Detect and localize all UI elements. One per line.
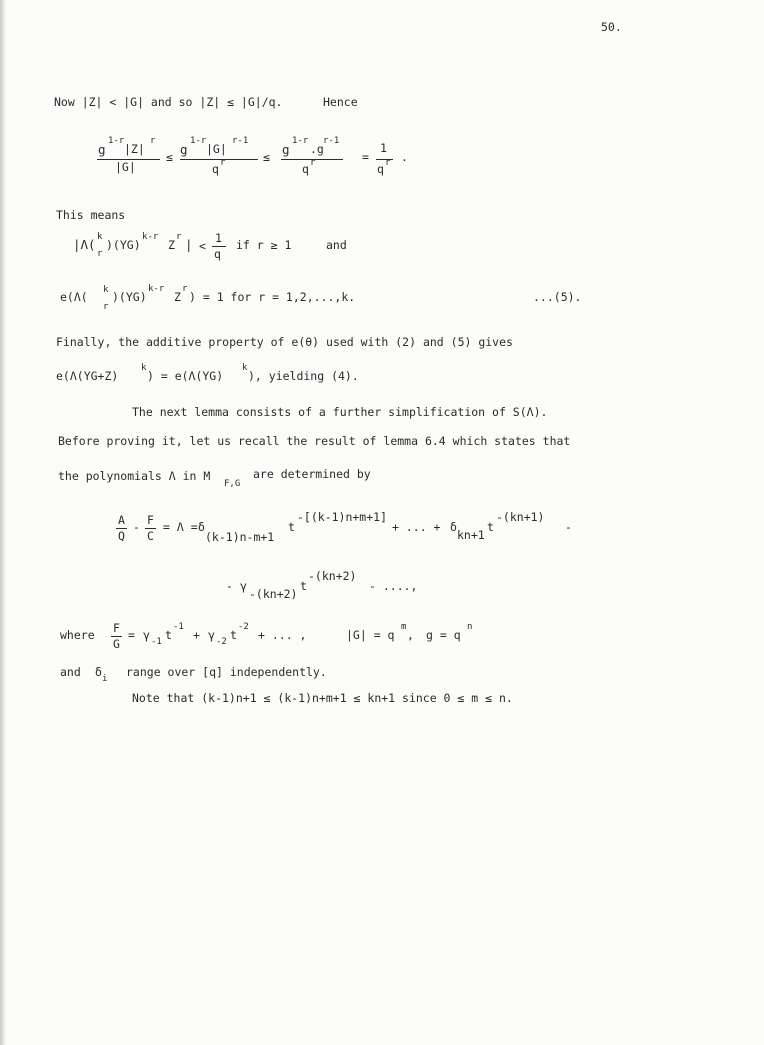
- where-t2-exp: -2: [238, 622, 249, 632]
- eq1-rel3: =: [362, 150, 369, 164]
- eq4-fracA-num: A: [118, 513, 125, 527]
- range-sub: i: [102, 674, 108, 684]
- eq3-exp: k-r: [148, 284, 165, 294]
- eq4-t2-exp: -(kn+1): [496, 510, 545, 524]
- eq4-t1: t: [288, 520, 295, 534]
- where-gamma2-sub: -2: [216, 637, 227, 647]
- scan-edge: [0, 0, 6, 1045]
- eq2-lhs-open: |Λ(: [73, 237, 96, 252]
- eq1-num4: 1: [380, 141, 387, 155]
- eq1-num2-tail-exp: r-1: [232, 136, 249, 146]
- eq1-num1-exp: 1-r: [108, 136, 125, 146]
- eq1-den3-exp: r: [310, 158, 316, 168]
- eq1-num2-exp: 1-r: [190, 136, 207, 146]
- eq2-condition: if r ≥ 1: [236, 238, 292, 252]
- eq4-delta1: δ: [198, 520, 205, 534]
- where-G-exp: m: [401, 622, 407, 632]
- where-G: |G| = q: [346, 628, 395, 642]
- where-t1: t: [165, 628, 172, 642]
- para-line-3-b: are determined by: [253, 467, 371, 481]
- eq4-delta2-sub: kn+1: [457, 528, 485, 542]
- eq1-num3-base: g: [282, 142, 290, 157]
- eq2-lhs-exp: k-r: [142, 232, 159, 242]
- range-delta: δ: [95, 665, 102, 679]
- line-now: Now |Z| < |G| and so |Z| ≤ |G|/q.: [54, 95, 283, 109]
- finally-line-2-b: ) = e(Λ(YG): [147, 369, 224, 383]
- eq1-num3-mid: .g: [310, 142, 324, 156]
- eq2-binom-top: k: [97, 232, 103, 242]
- eq1-rel2: ≤: [263, 150, 270, 164]
- finally-line-2-c: ), yielding (4).: [248, 369, 359, 383]
- page-number: 50.: [601, 20, 622, 34]
- eq1-rel1: ≤: [166, 150, 173, 164]
- eq1-fraction-bar-2: [180, 159, 258, 160]
- eq2-lhs-mid: )(YG): [106, 238, 141, 252]
- eq3-close: ) = 1 for r = 1,2,...,k.: [189, 290, 356, 304]
- where-eq: =: [128, 628, 135, 642]
- eq2-and: and: [326, 238, 347, 252]
- eq5-t-exp: -(kn+2): [308, 569, 357, 583]
- eq2-lhs-close: |: [185, 237, 193, 252]
- where-comma: ,: [407, 628, 414, 642]
- eq4-fracF-num: F: [147, 513, 154, 527]
- finally-line-2-a: e(Λ(YG+Z): [56, 369, 119, 383]
- eq1-num1-tail-exp: r: [150, 136, 156, 146]
- eq1-end: .: [401, 150, 408, 164]
- eq3-z: Z: [174, 290, 181, 304]
- eq1-num3-mid-exp: r-1: [323, 136, 340, 146]
- where-plus: +: [193, 628, 200, 642]
- eq2-lhs-z-exp: r: [176, 232, 182, 242]
- eq4-fracA-den: Q: [118, 529, 125, 543]
- eq5-t: t: [300, 579, 307, 593]
- eq2-frac-den: q: [214, 247, 221, 261]
- eq4-delta2: δ: [450, 520, 457, 534]
- eq4-fracF-den: C: [147, 529, 154, 543]
- eq1-den4-exp: r: [385, 158, 391, 168]
- eq1-num1-tail: |Z|: [124, 142, 145, 156]
- eq2-lhs-z: Z: [168, 238, 175, 252]
- eq5-lead: -: [226, 579, 233, 593]
- eq3-mid: )(YG): [112, 290, 147, 304]
- eq1-num2-tail: |G|: [206, 142, 227, 156]
- eq3-binom-bot: r: [103, 302, 109, 312]
- eq1-num3-exp: 1-r: [292, 136, 309, 146]
- eq5-gamma-sub: -(kn+2): [249, 587, 298, 601]
- para-line-2: Before proving it, let us recall the result of lemma 6.4 which states that: [58, 434, 571, 448]
- eq1-num1-base: g: [98, 142, 106, 157]
- eq4-trail: -: [565, 520, 572, 534]
- where-gamma1-sub: -1: [151, 637, 162, 647]
- where-frac-den: G: [113, 637, 120, 651]
- line-hence: Hence: [323, 95, 358, 109]
- eq3-open: e(Λ(: [60, 290, 88, 304]
- where-t1-exp: -1: [173, 622, 184, 632]
- eq3-label: ...(5).: [533, 290, 582, 304]
- eq5-gamma: γ: [240, 579, 247, 593]
- eq4-dots: + ... +: [392, 520, 441, 534]
- eq1-den2-exp: r: [220, 158, 226, 168]
- where-frac-num: F: [113, 621, 120, 635]
- eq1-den1: |G|: [115, 160, 136, 174]
- eq1-den3-base: q: [302, 162, 309, 176]
- finally-line-2-exp1: k: [141, 363, 147, 373]
- para-line-3-sub: F,G: [224, 479, 241, 489]
- para-line-3-a: the polynomials Λ in M: [58, 469, 211, 483]
- where-g: g = q: [426, 628, 461, 642]
- where-g-exp: n: [467, 622, 473, 632]
- eq3-z-exp: r: [182, 284, 188, 294]
- eq2-binom-bot: r: [97, 249, 103, 259]
- eq2-rel: <: [199, 239, 206, 253]
- finally-line-2-exp2: k: [242, 363, 248, 373]
- eq3-binom-top: k: [103, 285, 109, 295]
- finally-line-1: Finally, the additive property of e(θ) used with (2) and (5) gives: [56, 335, 513, 349]
- eq4-delta1-sub: (k-1)n-m+1: [205, 530, 275, 544]
- eq1-den2-base: q: [212, 162, 219, 176]
- eq4-minus: -: [133, 520, 140, 534]
- eq2-frac-num: 1: [215, 231, 222, 245]
- where-t2: t: [230, 628, 237, 642]
- para-line-1: The next lemma consists of a further simplification of S(Λ).: [132, 405, 548, 419]
- eq5-tail: - ....,: [369, 579, 418, 593]
- eq4-t1-exp: -[(k-1)n+m+1]: [297, 510, 388, 524]
- eq1-den4-base: q: [377, 162, 384, 176]
- where-gamma1: γ: [143, 628, 150, 642]
- eq4-t2: t: [487, 520, 494, 534]
- eq4-eq: = Λ =: [163, 520, 198, 534]
- this-means: This means: [56, 208, 126, 222]
- range-text: range over [q] independently.: [126, 665, 327, 679]
- eq1-num2-base: g: [180, 142, 188, 157]
- where-label: where: [60, 628, 95, 642]
- note-line: Note that (k-1)n+1 ≤ (k-1)n+m+1 ≤ kn+1 since 0 ≤ m ≤ n.: [132, 691, 513, 705]
- range-and: and: [60, 665, 81, 679]
- where-gamma2: γ: [208, 628, 215, 642]
- where-tail: + ... ,: [258, 628, 307, 642]
